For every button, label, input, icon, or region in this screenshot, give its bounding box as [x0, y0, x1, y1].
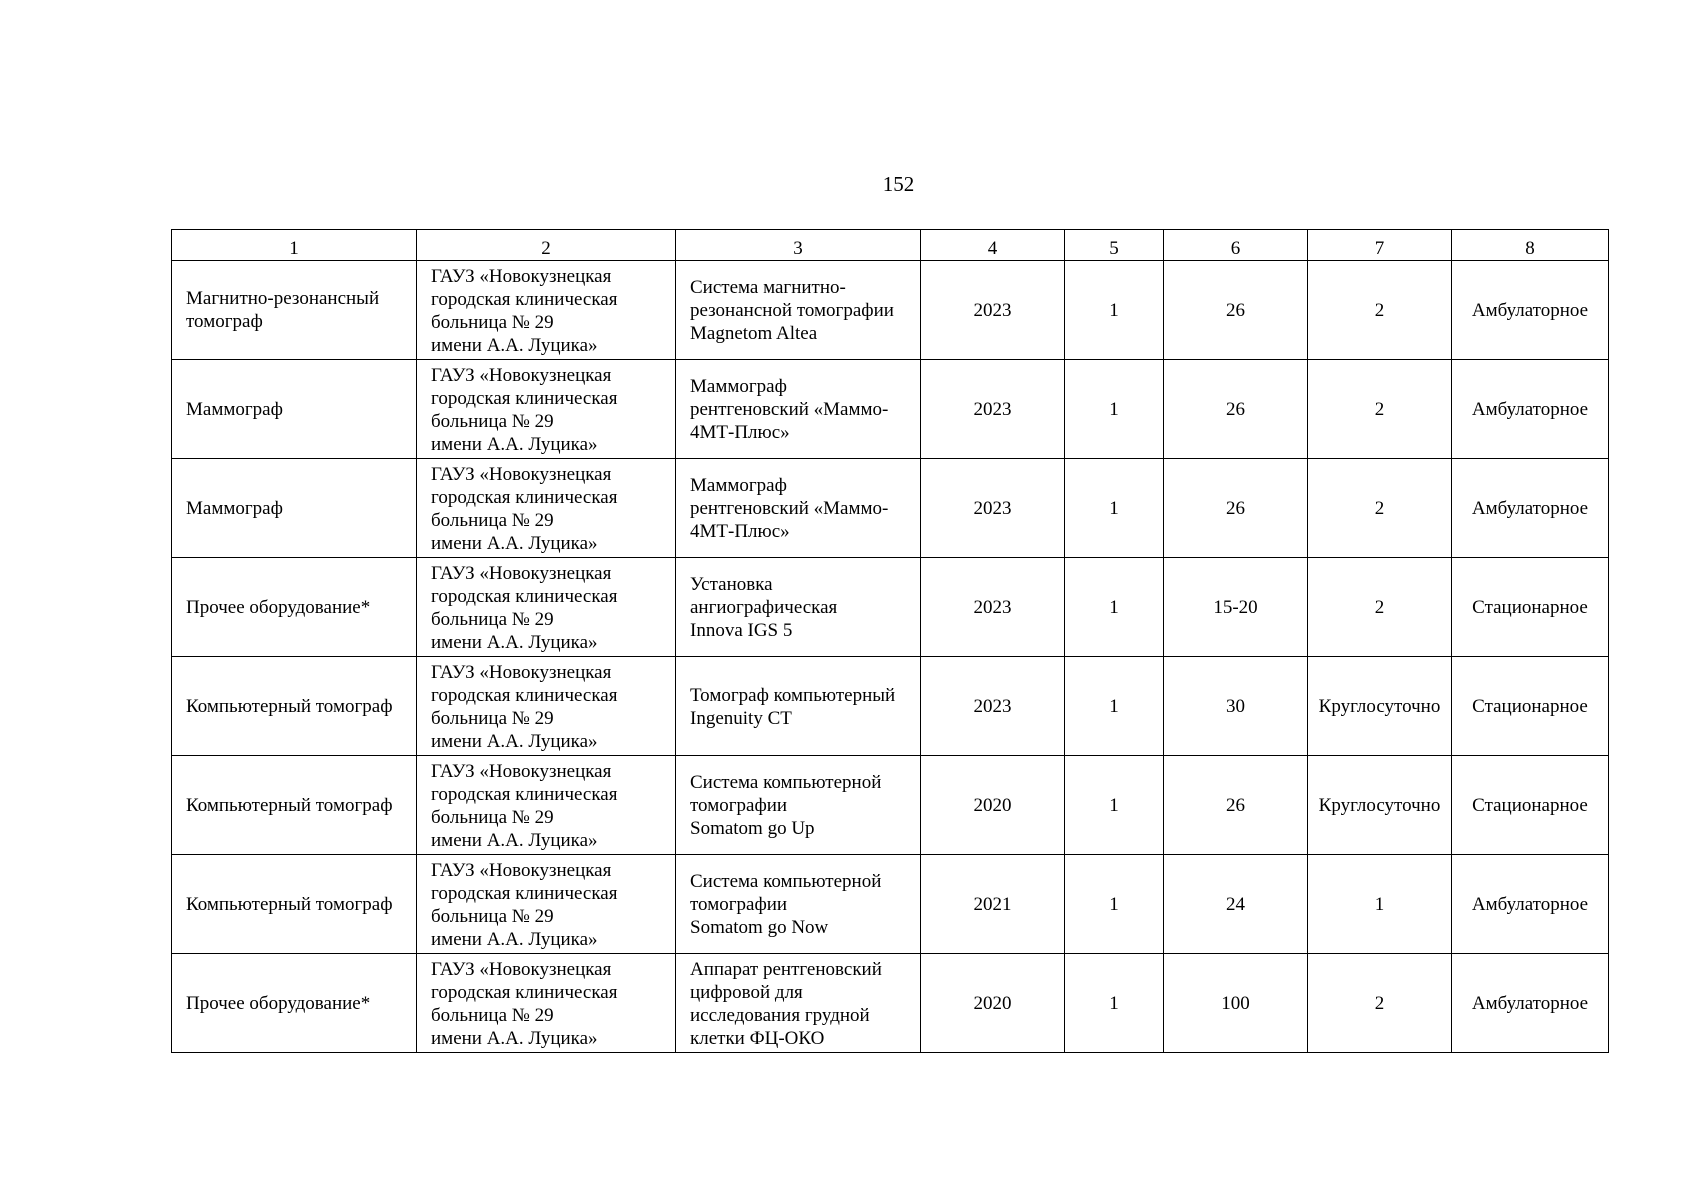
model-cell	[676, 855, 921, 954]
equipment-table	[171, 229, 1609, 1053]
col7-cell: Круглосуточно	[1308, 657, 1452, 756]
model-cell	[676, 756, 921, 855]
organization-cell	[417, 657, 676, 756]
organization-cell-line: имени А.А. Луцика»	[431, 532, 598, 554]
year-cell: 2023	[921, 360, 1065, 459]
col6-cell: 26	[1164, 360, 1308, 459]
organization-cell-line: ГАУЗ «Новокузнецкая	[431, 958, 612, 980]
year-cell: 2021	[921, 855, 1065, 954]
quantity-cell: 1	[1065, 261, 1164, 360]
organization-cell-line: имени А.А. Луцика»	[431, 631, 598, 653]
year-cell: 2023	[921, 657, 1065, 756]
table-row	[172, 558, 1609, 657]
model-cell-line: томографии	[690, 795, 788, 816]
model-cell-line: Somatom go Up	[690, 818, 815, 839]
year-cell: 2020	[921, 954, 1065, 1053]
column-number: 6	[1164, 230, 1308, 261]
organization-cell-line: городская клиническая	[431, 684, 618, 706]
col6-cell: 26	[1164, 459, 1308, 558]
model-cell-line: Маммограф	[690, 376, 787, 397]
model-cell-line: Аппарат рентгеновский	[690, 958, 882, 980]
organization-cell-line: больница № 29	[431, 311, 554, 333]
equipment-type-cell-line: Прочее оборудование*	[186, 992, 371, 1014]
model-cell-line: томографии	[690, 894, 788, 915]
equipment-type-cell-line: Компьютерный томограф	[186, 794, 393, 816]
col7-cell: 2	[1308, 261, 1452, 360]
organization-cell	[417, 855, 676, 954]
table-row	[172, 855, 1609, 954]
table-row	[172, 657, 1609, 756]
model-cell-line: исследования грудной	[690, 1004, 870, 1026]
organization-cell-line: имени А.А. Луцика»	[431, 928, 598, 950]
equipment-type-cell	[172, 954, 417, 1053]
organization-cell-line: городская клиническая	[431, 882, 618, 904]
organization-cell-line: городская клиническая	[431, 486, 618, 508]
year-cell: 2023	[921, 459, 1065, 558]
quantity-cell: 1	[1065, 459, 1164, 558]
equipment-type-cell	[172, 558, 417, 657]
care-type-cell: Амбулаторное	[1452, 954, 1609, 1053]
quantity-cell: 1	[1065, 756, 1164, 855]
quantity-cell: 1	[1065, 360, 1164, 459]
col6-cell: 26	[1164, 756, 1308, 855]
table-row	[172, 954, 1609, 1053]
model-cell	[676, 360, 921, 459]
equipment-type-cell-line: Маммограф	[186, 398, 283, 420]
organization-cell-line: имени А.А. Луцика»	[431, 730, 598, 752]
equipment-type-cell	[172, 657, 417, 756]
column-number-row	[172, 230, 1609, 261]
organization-cell-line: больница № 29	[431, 1004, 554, 1026]
care-type-cell: Амбулаторное	[1452, 459, 1609, 558]
organization-cell-line: ГАУЗ «Новокузнецкая	[431, 562, 612, 584]
model-cell	[676, 261, 921, 360]
organization-cell	[417, 459, 676, 558]
equipment-type-cell-line: Компьютерный томограф	[186, 893, 393, 915]
column-number: 3	[676, 230, 921, 261]
model-cell-line: рентгеновский «Маммо-	[690, 399, 889, 420]
equipment-type-cell-line: Прочее оборудование*	[186, 596, 371, 618]
model-cell	[676, 459, 921, 558]
model-cell-line: 4МТ-Плюс»	[690, 521, 790, 542]
organization-cell-line: больница № 29	[431, 410, 554, 432]
column-number: 2	[417, 230, 676, 261]
care-type-cell: Амбулаторное	[1452, 360, 1609, 459]
organization-cell-line: городская клиническая	[431, 288, 618, 310]
organization-cell-line: городская клиническая	[431, 783, 618, 805]
organization-cell-line: имени А.А. Луцика»	[431, 433, 598, 455]
care-type-cell: Амбулаторное	[1452, 261, 1609, 360]
year-cell: 2023	[921, 261, 1065, 360]
organization-cell-line: городская клиническая	[431, 981, 618, 1003]
model-cell-line: клетки ФЦ-ОКО	[690, 1027, 825, 1049]
quantity-cell: 1	[1065, 855, 1164, 954]
model-cell-line: Маммограф	[690, 475, 787, 496]
model-cell-line: Somatom go Now	[690, 917, 829, 938]
col6-cell: 30	[1164, 657, 1308, 756]
col6-cell: 100	[1164, 954, 1308, 1053]
model-cell-line: ангиографическая	[690, 597, 838, 618]
equipment-type-cell-line: Маммограф	[186, 497, 283, 519]
col7-cell: 2	[1308, 954, 1452, 1053]
model-cell-line: Система компьютерной	[690, 871, 882, 892]
table-body	[172, 230, 1609, 1053]
column-number: 7	[1308, 230, 1452, 261]
organization-cell-line: ГАУЗ «Новокузнецкая	[431, 364, 612, 386]
organization-cell-line: больница № 29	[431, 707, 554, 729]
organization-cell-line: имени А.А. Луцика»	[431, 1027, 598, 1049]
column-number: 4	[921, 230, 1065, 261]
model-cell	[676, 657, 921, 756]
organization-cell-line: больница № 29	[431, 509, 554, 531]
organization-cell-line: больница № 29	[431, 806, 554, 828]
column-number: 5	[1065, 230, 1164, 261]
year-cell: 2023	[921, 558, 1065, 657]
table-row	[172, 360, 1609, 459]
organization-cell-line: больница № 29	[431, 608, 554, 630]
organization-cell-line: ГАУЗ «Новокузнецкая	[431, 463, 612, 485]
equipment-type-cell-line: Компьютерный томограф	[186, 695, 393, 717]
organization-cell-line: больница № 29	[431, 905, 554, 927]
year-cell: 2020	[921, 756, 1065, 855]
quantity-cell: 1	[1065, 657, 1164, 756]
model-cell-line: Magnetom Altea	[690, 323, 818, 344]
model-cell-line: Ingenuity CT	[690, 707, 792, 729]
model-cell-line: рентгеновский «Маммо-	[690, 498, 889, 519]
model-cell-line: Томограф компьютерный	[690, 684, 896, 706]
organization-cell-line: ГАУЗ «Новокузнецкая	[431, 760, 612, 782]
col6-cell: 15-20	[1164, 558, 1308, 657]
organization-cell-line: ГАУЗ «Новокузнецкая	[431, 859, 612, 881]
equipment-type-cell	[172, 360, 417, 459]
care-type-cell: Стационарное	[1452, 756, 1609, 855]
equipment-type-cell-line: томограф	[186, 311, 263, 332]
organization-cell-line: городская клиническая	[431, 387, 618, 409]
model-cell-line: 4МТ-Плюс»	[690, 422, 790, 443]
organization-cell	[417, 261, 676, 360]
equipment-type-cell	[172, 261, 417, 360]
col7-cell: 2	[1308, 558, 1452, 657]
table-row	[172, 756, 1609, 855]
page-number: 152	[882, 172, 915, 196]
model-cell	[676, 558, 921, 657]
model-cell-line: резонансной томографии	[690, 300, 894, 321]
organization-cell	[417, 756, 676, 855]
column-number: 1	[172, 230, 417, 261]
table-row	[172, 459, 1609, 558]
organization-cell	[417, 360, 676, 459]
equipment-type-cell	[172, 459, 417, 558]
organization-cell-line: имени А.А. Луцика»	[431, 334, 598, 356]
equipment-type-cell	[172, 756, 417, 855]
model-cell-line: Система магнитно-	[690, 277, 846, 298]
care-type-cell: Стационарное	[1452, 657, 1609, 756]
model-cell-line: Установка	[690, 574, 773, 595]
care-type-cell: Амбулаторное	[1452, 855, 1609, 954]
col7-cell: 2	[1308, 459, 1452, 558]
col6-cell: 26	[1164, 261, 1308, 360]
organization-cell-line: ГАУЗ «Новокузнецкая	[431, 265, 612, 287]
model-cell-line: Система компьютерной	[690, 772, 882, 793]
table-row	[172, 261, 1609, 360]
col6-cell: 24	[1164, 855, 1308, 954]
organization-cell	[417, 558, 676, 657]
care-type-cell: Стационарное	[1452, 558, 1609, 657]
col7-cell: Круглосуточно	[1308, 756, 1452, 855]
model-cell-line: цифровой для	[690, 981, 803, 1003]
col7-cell: 2	[1308, 360, 1452, 459]
organization-cell-line: ГАУЗ «Новокузнецкая	[431, 661, 612, 683]
organization-cell-line: городская клиническая	[431, 585, 618, 607]
equipment-type-cell-line: Магнитно-резонансный	[186, 288, 380, 309]
model-cell-line: Innova IGS 5	[690, 620, 793, 641]
column-number: 8	[1452, 230, 1609, 261]
quantity-cell: 1	[1065, 558, 1164, 657]
equipment-type-cell	[172, 855, 417, 954]
model-cell	[676, 954, 921, 1053]
organization-cell-line: имени А.А. Луцика»	[431, 829, 598, 851]
organization-cell	[417, 954, 676, 1053]
quantity-cell: 1	[1065, 954, 1164, 1053]
col7-cell: 1	[1308, 855, 1452, 954]
